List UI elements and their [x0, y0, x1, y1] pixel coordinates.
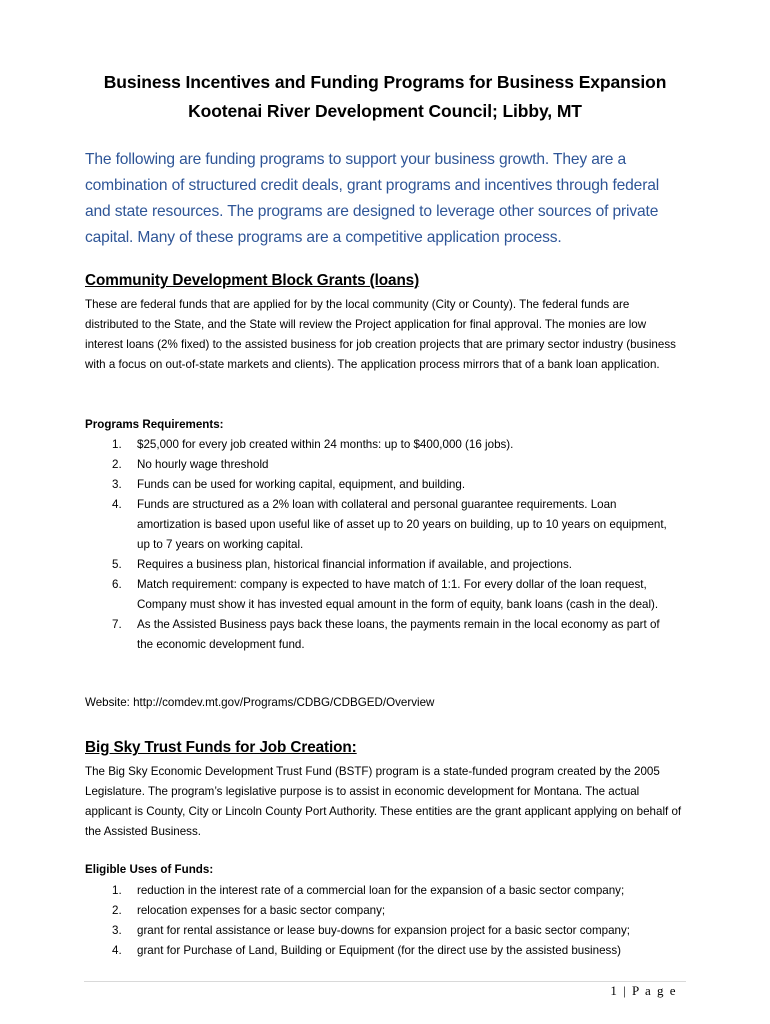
cdbg-heading: Community Development Block Grants (loans)	[85, 272, 420, 289]
cdbg-paragraph: These are federal funds that are applied for by the local community (City or County). The federal funds are distributed to the State, and the State will review the Project application for final approval. The monies are low interest loans (2% fixed) to the assisted business for job creation projects that are primary sector industry (business with a focus on out-of-state markets and clients). The application process mirrors that of a bank loan application.	[85, 298, 676, 371]
cdbg-website-link[interactable]: Website: http://comdev.mt.gov/Programs/CDBG/CDBGED/Overview	[85, 696, 435, 709]
list-item: 1. reduction in the interest rate of a commercial loan for the expansion of a basic sector company;	[112, 884, 625, 897]
cdbg-requirements-list	[85, 435, 675, 655]
document-title: Business Incentives and Funding Programs for Business Expansion	[103, 72, 667, 92]
intro-paragraph: The following are funding programs to support your business growth. They are a combination of structured credit deals, grant programs and incentives through federal and state resources. The programs are designed to leverage other sources of private capital. Many of these programs are a competitive application process.	[85, 151, 660, 246]
list-item: 2. No hourly wage threshold	[112, 458, 269, 471]
list-item: 4. grant for Purchase of Land, Building or Equipment (for the direct use by the assisted business)	[112, 944, 621, 957]
list-item: 6. Match requirement: company is expected to have match of 1:1. For every dollar of the loan request, Company must show it has invested equal amount in the form of equity, bank loans (cash in the deal).	[112, 578, 659, 611]
list-item: 2. relocation expenses for a basic sector company;	[112, 904, 386, 917]
footer-divider	[84, 981, 686, 982]
page-number: 1 | P a g e	[610, 983, 677, 998]
list-item: 3. grant for rental assistance or lease buy-downs for expansion project for a basic sector company;	[112, 924, 630, 937]
list-item: 3. Funds can be used for working capital, equipment, and building.	[112, 478, 466, 491]
bstf-uses-list	[85, 881, 675, 961]
list-item: 7. As the Assisted Business pays back these loans, the payments remain in the local economy as part of the economic development fund.	[112, 618, 660, 651]
bstf-uses-heading: Eligible Uses of Funds:	[85, 863, 214, 876]
bstf-heading: Big Sky Trust Funds for Job Creation:	[85, 739, 357, 756]
document-subtitle: Kootenai River Development Council; Libby, MT	[188, 101, 582, 121]
cdbg-requirements-heading: Programs Requirements:	[85, 418, 224, 431]
bstf-paragraph: The Big Sky Economic Development Trust Fund (BSTF) program is a state-funded program created by the 2005 Legislature. The program’s legislative purpose is to assist in economic development for Montana. The actual applicant is County, City or Lincoln County Port Authority. These entities are the grant applicant applying on behalf of the Assisted Business.	[85, 765, 682, 838]
list-item: 1. $25,000 for every job created within 24 months: up to $400,000 (16 jobs).	[112, 438, 514, 451]
list-item: 4. Funds are structured as a 2% loan with collateral and personal guarantee requirements. Loan amortization is based upon useful like of asset up to 20 years on building, up to 10 years on equipment, up to 7 years on working capital.	[112, 498, 667, 551]
list-item: 5. Requires a business plan, historical financial information if available, and projections.	[112, 558, 573, 571]
